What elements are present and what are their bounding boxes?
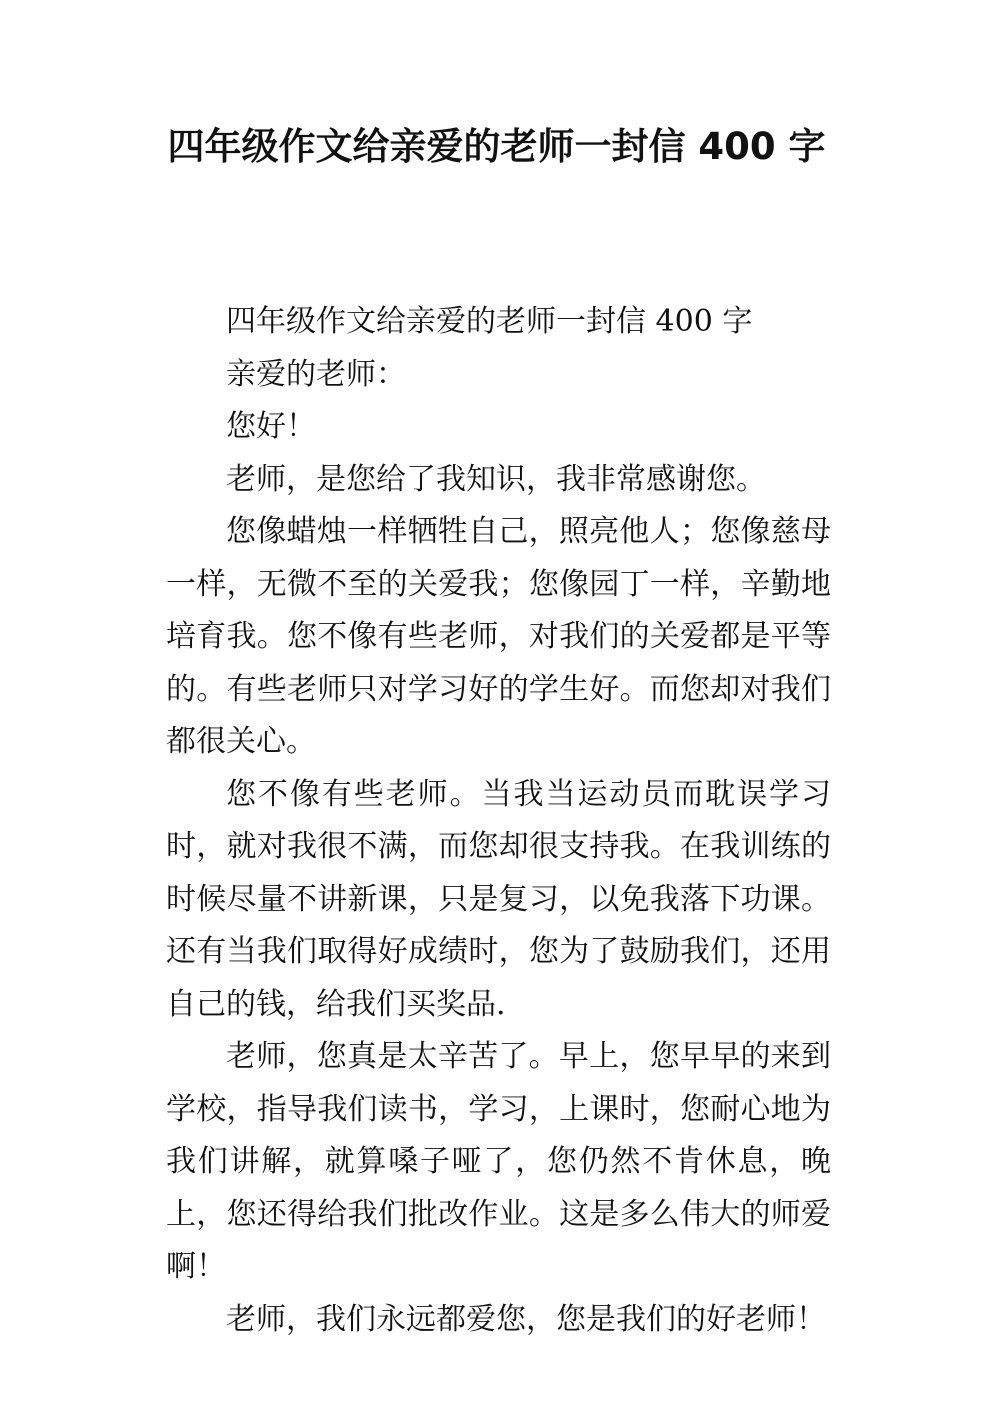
paragraph-greeting: 您好！: [226, 409, 316, 444]
paragraph-closing: 老师，我们永远都爱您，您是我们的好老师！: [226, 1301, 826, 1337]
document-body: [166, 296, 831, 1346]
paragraph: 老师，您真是太辛苦了。早上，您早早的来到学校，指导我们读书，学习，上课时，您耐心地为我们讲解，就算嗓子哑了，您仍然不肯休息，晚上，您还得给我们批改作业。这是多么伟大的师爱啊！: [166, 1039, 831, 1284]
paragraph-heading-repeat: 四年级作文给亲爱的老师一封信 400 字: [226, 304, 753, 339]
paragraph: 您不像有些老师。当我当运动员而耽误学习时，就对我很不满，而您却很支持我。在我训练的时候尽量不讲新课，只是复习，以免我落下功课。还有当我们取得好成绩时，您为了鼓励我们，还用自己的钱，给我们买奖品.: [166, 776, 831, 1022]
paragraph: 您像蜡烛一样牺牲自己，照亮他人；您像慈母一样，无微不至的关爱我；您像园丁一样，辛勤地培育我。您不像有些老师，对我们的关爱都是平等的。有些老师只对学习好的学生好。而您却对我们都很关心。: [166, 514, 831, 759]
paragraph: 老师，是您给了我知识，我非常感谢您。: [226, 461, 766, 497]
document-title: 四年级作文给亲爱的老师一封信 400 字: [167, 125, 826, 168]
paragraph-salutation: 亲爱的老师：: [226, 356, 406, 392]
